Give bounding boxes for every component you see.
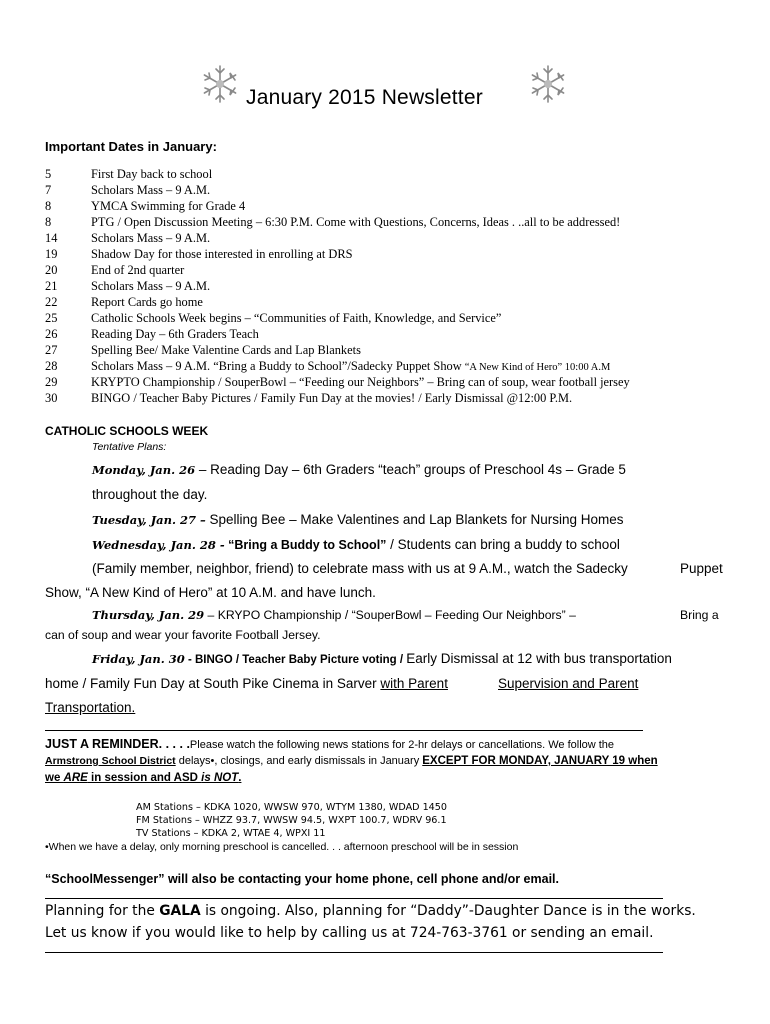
preschool-note: •When we have a delay, only morning preschool is cancelled. . . afternoon preschool will be in session — [45, 841, 519, 853]
gala-text: is ongoing. Also, planning for “Daddy”-Daughter Dance is in the works. — [200, 903, 696, 919]
thursday-plan-cont: can of soup and wear your favorite Football Jersey. — [45, 628, 321, 642]
date-day: 5 — [45, 167, 52, 181]
fm-stations: FM Stations – WHZZ 93.7, WWSW 94.5, WXPT 100.7, WDRV 96.1 — [136, 815, 447, 826]
friday-text-part: home / — [45, 676, 91, 691]
date-day: 20 — [45, 263, 58, 277]
section-divider — [45, 898, 663, 899]
important-dates-heading: Important Dates in January: — [45, 139, 217, 154]
date-day: 7 — [45, 183, 52, 197]
wednesday-plan — [92, 537, 620, 552]
date-day: 22 — [45, 295, 58, 309]
am-stations: AM Stations – KDKA 1020, WWSW 970, WTYM 1380, WDAD 1450 — [136, 802, 447, 813]
wednesday-label: Wednesday, Jan. 28 - — [92, 538, 225, 552]
date-text-part: Scholars Mass – 9 A.M. “Bring a Buddy to School”/Sadecky Puppet Show — [91, 359, 465, 373]
friday-text-part: at South Pike Cinema in Sarver — [184, 676, 381, 691]
friday-label: Friday, Jan. 30 — [92, 652, 185, 666]
date-text: Catholic Schools Week begins – “Communities of Faith, Knowledge, and Service” — [91, 311, 502, 325]
date-text: Spelling Bee/ Make Valentine Cards and Lap Blankets — [91, 343, 361, 357]
gala-line-1 — [45, 903, 696, 919]
wednesday-plan-cont: (Family member, neighbor, friend) to celebrate mass with us at 9 A.M., watch the Sadecky — [92, 561, 628, 576]
date-text: End of 2nd quarter — [91, 263, 185, 277]
date-day: 29 — [45, 375, 58, 389]
thursday-plan — [92, 608, 576, 622]
date-day: 8 — [45, 215, 52, 229]
date-day: 14 — [45, 231, 58, 245]
thursday-bring: Bring a — [680, 608, 719, 622]
reminder-line-2 — [45, 755, 658, 767]
tuesday-label: Tuesday, Jan. 27 – — [92, 513, 206, 527]
reminder-line-1 — [45, 737, 614, 751]
district-name: Armstrong School District — [45, 755, 176, 767]
monday-label: Monday, Jan. 26 — [92, 463, 196, 477]
newsletter-title: January 2015 Newsletter — [246, 86, 483, 109]
date-text: First Day back to school — [91, 167, 213, 181]
gala-text: Planning for the — [45, 903, 160, 919]
date-text: YMCA Swimming for Grade 4 — [91, 199, 246, 213]
reminder-text: Please watch the following news stations for 2-hr delays or cancellations. We follow the — [189, 739, 615, 751]
with-parent-text: with Parent — [380, 676, 448, 691]
reminder-part: . — [238, 772, 242, 784]
friday-plan — [92, 651, 672, 666]
catholic-week-heading: CATHOLIC SCHOOLS WEEK — [45, 424, 209, 438]
tv-stations: TV Stations – KDKA 2, WTAE 4, WPXI 11 — [136, 828, 326, 839]
date-day: 26 — [45, 327, 58, 341]
date-text: Scholars Mass – 9 A.M. — [91, 183, 211, 197]
section-divider — [45, 730, 643, 731]
wednesday-text: / Students can bring a buddy to school — [386, 537, 620, 552]
snowflake-icon — [528, 64, 568, 104]
tuesday-plan — [92, 512, 624, 527]
date-text-part: “A New Kind of Hero” 10:00 A.M — [464, 362, 611, 373]
date-text: BINGO / Teacher Baby Pictures / Family Fun Day at the movies! / Early Dismissal @12:00 P.M. — [91, 391, 573, 405]
section-divider — [45, 952, 663, 953]
reminder-part: we — [45, 772, 64, 784]
supervision-text: Supervision and Parent — [498, 676, 639, 691]
date-day: 21 — [45, 279, 58, 293]
friday-plan-cont2 — [45, 700, 135, 715]
date-day: 30 — [45, 391, 58, 405]
date-text: KRYPTO Championship / SouperBowl – “Feeding our Neighbors” – Bring can of soup, wear football jersey — [91, 375, 630, 389]
date-text: Scholars Mass – 9 A.M. — [91, 231, 211, 245]
gala-line-2: Let us know if you would like to help by calling us at 724-763-3761 or sending an email. — [45, 925, 654, 941]
reminder-lead: JUST A REMINDER. . . . . — [45, 737, 190, 751]
station-list — [136, 801, 447, 840]
tentative-plans-label: Tentative Plans: — [92, 441, 167, 453]
date-day: 19 — [45, 247, 58, 261]
reminder-line-3 — [45, 772, 241, 784]
date-text: Report Cards go home — [91, 295, 203, 309]
exception-note: EXCEPT FOR MONDAY, JANUARY 19 when — [422, 755, 658, 767]
tuesday-text: Spelling Bee – Make Valentines and Lap Blankets for Nursing Homes — [205, 512, 624, 527]
monday-text: – Reading Day – 6th Graders “teach” groups of Preschool 4s – Grade 5 — [195, 462, 626, 477]
wednesday-highlight: “Bring a Buddy to School” — [224, 538, 387, 552]
snowflake-icon — [200, 64, 240, 104]
thursday-text: – KRYPO Championship / “SouperBowl – Feeding Our Neighbors” – — [204, 608, 576, 622]
date-text: PTG / Open Discussion Meeting – 6:30 P.M. Come with Questions, Concerns, Ideas . ..all to be addressed! — [91, 215, 621, 229]
date-text: Scholars Mass – 9 A.M. — [91, 279, 211, 293]
friday-text: Early Dismissal at 12 with bus transportation — [406, 651, 672, 666]
reminder-part: ARE — [63, 772, 88, 784]
date-text: Reading Day – 6th Graders Teach — [91, 327, 259, 341]
reminder-part: in session and ASD — [87, 772, 202, 784]
wednesday-plan-cont2: Show, “A New Kind of Hero” at 10 A.M. and have lunch. — [45, 585, 376, 600]
family-fun-day: Family Fun Day — [90, 676, 185, 691]
transportation-text: Transportation. — [45, 700, 136, 715]
monday-plan — [92, 462, 626, 477]
gala-word: GALA — [159, 903, 201, 919]
friday-highlight: - BINGO / Teacher Baby Picture voting / — [184, 654, 407, 666]
reminder-text: delays•, closings, and early dismissals in January — [175, 755, 423, 767]
thursday-label: Thursday, Jan. 29 — [92, 608, 205, 622]
date-day: 28 — [45, 359, 58, 373]
reminder-part: is NOT — [201, 772, 239, 784]
schoolmessenger-note: “SchoolMessenger” will also be contacting your home phone, cell phone and/or email. — [45, 872, 559, 886]
date-day: 25 — [45, 311, 58, 325]
date-text: Shadow Day for those interested in enrolling at DRS — [91, 247, 353, 261]
date-day: 27 — [45, 343, 58, 357]
friday-supervision — [498, 676, 638, 691]
date-day: 8 — [45, 199, 52, 213]
wednesday-puppet-word: Puppet — [680, 561, 723, 576]
monday-plan-cont: throughout the day. — [92, 487, 208, 502]
friday-plan-cont — [45, 676, 448, 691]
